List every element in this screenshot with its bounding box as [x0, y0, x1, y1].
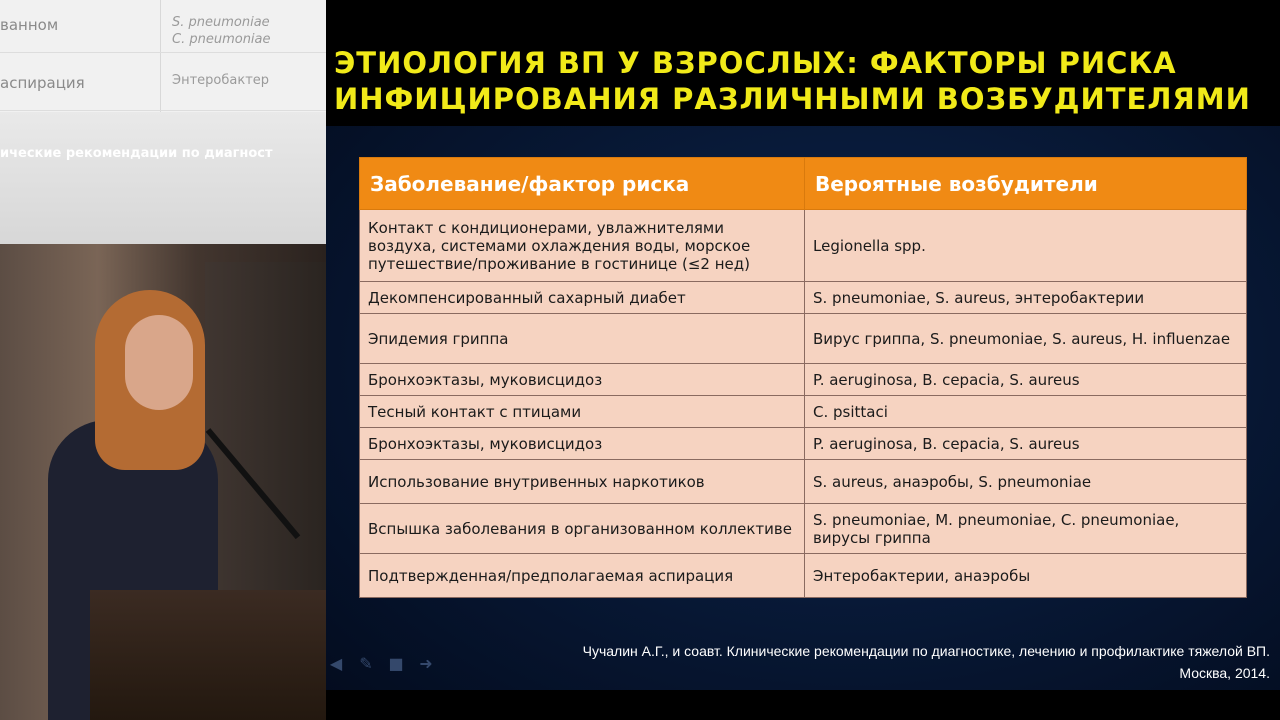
table-row: [360, 504, 1247, 554]
table-row: [360, 282, 1247, 314]
cell-factor: Использование внутривенных наркотиков: [360, 460, 805, 504]
screen-icon[interactable]: ■: [388, 654, 404, 673]
cell-pathogens: P. aeruginosa, B. cepacia, S. aureus: [805, 428, 1247, 460]
cell-pathogens: Вирус гриппа, S. pneumoniae, S. aureus, H. influenzae: [805, 314, 1247, 364]
cell-factor: Контакт с кондиционерами, увлажнителями воздуха, системами охлаждения воды, морское путешествие/проживание в гостинице (≤2 нед): [360, 210, 805, 282]
arrow-left-icon[interactable]: ◀: [329, 654, 343, 673]
slide-title-band: [326, 36, 1280, 126]
header-pathogens: Вероятные возбудители: [805, 158, 1247, 210]
table-row: [360, 210, 1247, 282]
table-row: [360, 364, 1247, 396]
speaker-face: [125, 315, 193, 410]
table-row: [360, 396, 1247, 428]
cell-factor: Бронхоэктазы, муковисцидоз: [360, 428, 805, 460]
projected-screen-glimpse: [0, 0, 326, 113]
projected-screen-lower: [0, 112, 326, 244]
slide-top-bar: [326, 0, 1280, 36]
presentation-slide: [326, 0, 1280, 720]
slide-bottom-bar: [326, 690, 1280, 720]
glimpse-row: [0, 0, 326, 53]
cell-pathogens: S. pneumoniae, S. aureus, энтеробактерии: [805, 282, 1247, 314]
reference-line2: Москва, 2014.: [1179, 665, 1270, 681]
glimpse-cell-left: аспирация: [0, 74, 85, 92]
cell-factor: Тесный контакт с птицами: [360, 396, 805, 428]
slide-title-line2: ИНФИЦИРОВАНИЯ РАЗЛИЧНЫМИ ВОЗБУДИТЕЛЯМИ: [334, 82, 1251, 116]
cell-pathogens: S. aureus, анаэробы, S. pneumoniae: [805, 460, 1247, 504]
etiology-table: [359, 157, 1247, 598]
glimpse-cell-left: ванном: [0, 16, 59, 34]
cell-factor: Бронхоэктазы, муковисцидоз: [360, 364, 805, 396]
cell-factor: Подтвержденная/предполагаемая аспирация: [360, 554, 805, 598]
table-header-row: [360, 158, 1247, 210]
table-row: [360, 460, 1247, 504]
video-camera-view: [0, 0, 326, 720]
slide-reference: [390, 640, 1270, 684]
podium: [90, 590, 326, 720]
glimpse-cell-right: S. pneumoniae C. pneumoniae: [172, 15, 271, 47]
cell-factor: Декомпенсированный сахарный диабет: [360, 282, 805, 314]
table-row: [360, 554, 1247, 598]
cell-pathogens: S. pneumoniae, M. pneumoniae, C. pneumoniae, вирусы гриппа: [805, 504, 1247, 554]
arrow-right-icon[interactable]: ➜: [419, 654, 433, 673]
pen-icon[interactable]: ✎: [359, 654, 373, 673]
table-row: [360, 428, 1247, 460]
cell-factor: Эпидемия гриппа: [360, 314, 805, 364]
glimpse-cell-right: Энтеробактер: [172, 73, 270, 88]
cell-pathogens: Энтеробактерии, анаэробы: [805, 554, 1247, 598]
glimpse-row: [0, 58, 326, 111]
cell-pathogens: C. psittaci: [805, 396, 1247, 428]
header-factor: Заболевание/фактор риска: [360, 158, 805, 210]
reference-line1: Чучалин А.Г., и соавт. Клинические рекомендации по диагностике, лечению и профилактике тяжелой ВП.: [582, 643, 1270, 659]
table-row: [360, 314, 1247, 364]
cell-pathogens: P. aeruginosa, B. cepacia, S. aureus: [805, 364, 1247, 396]
cell-factor: Вспышка заболевания в организованном коллективе: [360, 504, 805, 554]
cell-pathogens: Legionella spp.: [805, 210, 1247, 282]
slide-title-line1: ЭТИОЛОГИЯ ВП У ВЗРОСЛЫХ: ФАКТОРЫ РИСКА: [334, 46, 1177, 80]
glimpse-reference-text: ические рекомендации по диагност: [0, 146, 273, 161]
